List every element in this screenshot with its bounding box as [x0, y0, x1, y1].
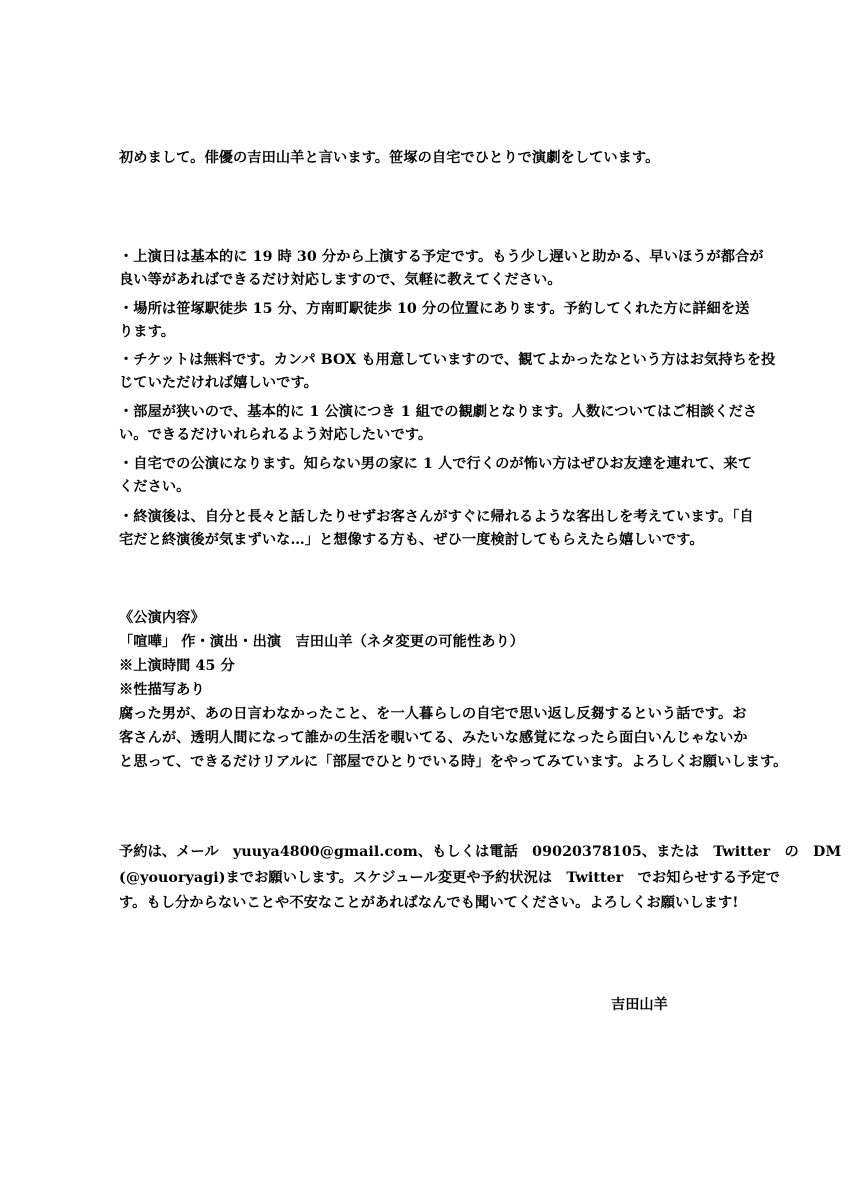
reservation-line-2: (@youoryagi)までお願いします。スケジュール変更や予約状況は Twitter でお知らせする予定で	[119, 870, 781, 886]
note-line-4: ります。	[119, 324, 176, 340]
note-line-9: ・自宅での公演になります。知らない男の家に 1 人で行くのが怖い方はぜひお友達を連れて、来て	[119, 456, 752, 472]
note-line-1: ・上演日は基本的に 19 時 30 分から上演する予定です。もう少し遅いと助かる、早いほうが都合が	[119, 249, 764, 265]
performance-warning: ※性描写あり	[119, 682, 205, 698]
note-line-2: 良い等があればできるだけ対応しますので、気軽に教えてください。	[119, 272, 562, 288]
note-line-11: ・終演後は、自分と長々と話したりせずお客さんがすぐに帰れるような客出しを考えています。「自	[119, 509, 754, 525]
synopsis-line-2: 客さんが、透明人間になって誰かの生活を覗いてる、みたいな感覚になったら面白いんじゃないか	[119, 730, 748, 746]
performance-duration: ※上演時間 45 分	[119, 658, 235, 674]
reservation-line-1: 予約は、メール yuuya4800@gmail.com、もしくは電話 09020378105、または Twitter の DM	[119, 844, 842, 860]
note-line-6: じていただければ嬉しいです。	[119, 375, 318, 391]
signature: 吉田山羊	[611, 997, 668, 1013]
synopsis-line-3: と思って、できるだけリアルに「部屋でひとりでいる時」をやってみています。よろしくお願いします。	[119, 754, 788, 770]
performance-title: 「喧嘩」 作・演出・出演 吉田山羊（ネタ変更の可能性あり）	[119, 634, 525, 650]
performance-heading: 《公演内容》	[119, 610, 205, 626]
note-line-5: ・チケットは無料です。カンパ BOX も用意していますので、観てよかったなという方はお気持ちを投	[119, 352, 776, 368]
synopsis-line-1: 腐った男が、あの日言わなかったこと、を一人暮らしの自宅で思い返し反芻するという話です。お	[119, 706, 747, 722]
note-line-12: 宅だと終演後が気まずいな…」と想像する方も、ぜひ一度検討してもらえたら嬉しいです。	[119, 532, 704, 548]
intro-line: 初めまして。俳優の吉田山羊と言います。笹塚の自宅でひとりで演劇をしています。	[119, 150, 660, 166]
note-line-7: ・部屋が狭いので、基本的に 1 公演につき 1 組での観劇となります。人数についてはご相談くださ	[119, 404, 758, 420]
note-line-10: ください。	[119, 479, 191, 495]
note-line-3: ・場所は笹塚駅徒歩 15 分、方南町駅徒歩 10 分の位置にあります。予約してくれた方に詳細を送	[119, 301, 750, 317]
reservation-line-3: す。もし分からないことや不安なことがあればなんでも聞いてください。よろしくお願いします!	[119, 895, 739, 911]
note-line-8: い。できるだけいれられるよう対応したいです。	[119, 427, 433, 443]
